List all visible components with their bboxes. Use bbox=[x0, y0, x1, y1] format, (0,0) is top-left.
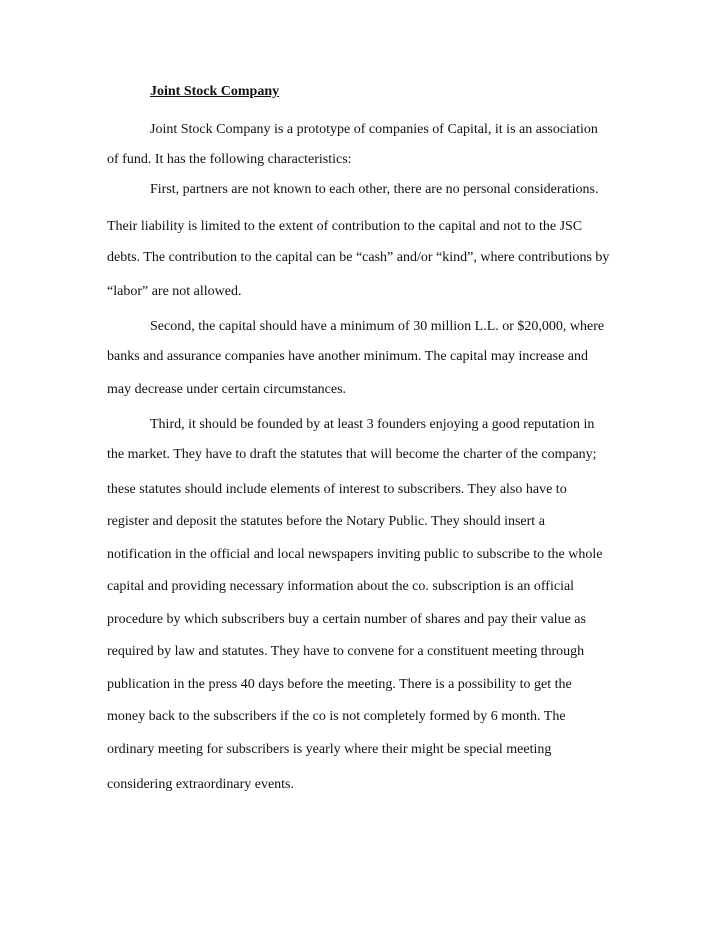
text-line: of fund. It has the following characteristics: bbox=[107, 152, 352, 167]
text-line: the market. They have to draft the statutes that will become the charter of the company; bbox=[107, 447, 597, 462]
text-line: these statutes should include elements of interest to subscribers. They also have to bbox=[107, 482, 567, 497]
text-line: notification in the official and local newspapers inviting public to subscribe to the whole bbox=[107, 547, 603, 562]
text-line: banks and assurance companies have another minimum. The capital may increase and bbox=[107, 349, 589, 364]
text-line: procedure by which subscribers buy a certain number of shares and pay their value as bbox=[107, 612, 586, 627]
text-line: debts. The contribution to the capital can be “cash” and/or “kind”, where contributions by bbox=[107, 250, 610, 265]
text-line: Joint Stock Company is a prototype of companies of Capital, it is an association bbox=[150, 122, 598, 137]
text-line: publication in the press 40 days before the meeting. There is a possibility to get the bbox=[107, 677, 572, 692]
text-line: considering extraordinary events. bbox=[107, 777, 294, 792]
document-heading: Joint Stock Company bbox=[150, 84, 280, 99]
text-line: required by law and statutes. They have to convene for a constituent meeting through bbox=[107, 644, 585, 659]
text-line: Second, the capital should have a minimum of 30 million L.L. or $20,000, where bbox=[150, 319, 605, 334]
text-line: Their liability is limited to the extent of contribution to the capital and not to the JSC bbox=[107, 219, 583, 234]
text-line: ordinary meeting for subscribers is yearly where their might be special meeting bbox=[107, 742, 552, 757]
text-line: capital and providing necessary information about the co. subscription is an official bbox=[107, 579, 575, 594]
text-line: Third, it should be founded by at least 3 founders enjoying a good reputation in bbox=[150, 417, 595, 432]
text-line: money back to the subscribers if the co is not completely formed by 6 month. The bbox=[107, 709, 566, 724]
text-line: “labor” are not allowed. bbox=[107, 284, 242, 299]
text-line: register and deposit the statutes before the Notary Public. They should insert a bbox=[107, 514, 545, 529]
text-line: First, partners are not known to each other, there are no personal considerations. bbox=[150, 182, 599, 197]
text-line: may decrease under certain circumstances. bbox=[107, 382, 347, 397]
